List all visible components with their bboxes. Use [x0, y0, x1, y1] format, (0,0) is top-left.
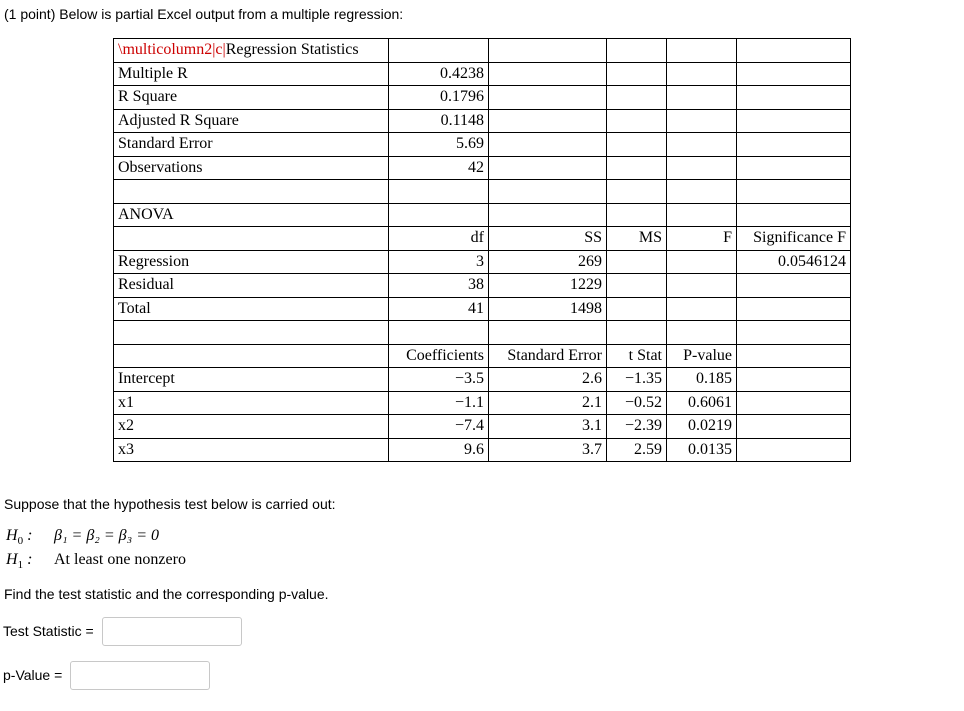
t-stat: 2.59: [607, 438, 667, 462]
table-row: [114, 86, 851, 110]
anova-df: 41: [389, 297, 489, 321]
stat-label: Adjusted R Square: [114, 109, 389, 133]
table-row: [114, 368, 851, 392]
coefficient: −1.1: [389, 391, 489, 415]
coef-row-label: x1: [114, 391, 389, 415]
regression-output-table: [113, 38, 851, 462]
stat-label: Standard Error: [114, 133, 389, 157]
anova-df: 38: [389, 274, 489, 298]
stat-label: Multiple R: [114, 62, 389, 86]
coefficients-header-row: [114, 344, 851, 368]
anova-significance-f: 0.0546124: [737, 250, 851, 274]
p-value-label: p-Value =: [3, 667, 63, 683]
stat-value: 0.1796: [389, 86, 489, 110]
column-header: P-value: [667, 344, 737, 368]
table-row: [114, 39, 851, 63]
coef-row-label: x3: [114, 438, 389, 462]
standard-error: 2.1: [489, 391, 607, 415]
alternative-hypothesis-label: $H_1$ :: [6, 551, 33, 572]
anova-f: [667, 250, 737, 274]
coef-row-label: x2: [114, 415, 389, 439]
table-row: [114, 133, 851, 157]
problem-intro: (1 point) Below is partial Excel output from a multiple regression:: [4, 6, 404, 22]
table-row: [114, 274, 851, 298]
anova-label: ANOVA: [114, 203, 389, 227]
column-header: Significance F: [737, 227, 851, 251]
coefficient: −3.5: [389, 368, 489, 392]
test-statistic-input[interactable]: [102, 617, 242, 646]
table-row: [114, 297, 851, 321]
regression-statistics-title: Regression Statistics: [225, 41, 359, 59]
anova-ms: [607, 274, 667, 298]
column-header: Coefficients: [389, 344, 489, 368]
column-header: df: [389, 227, 489, 251]
anova-row-label: Total: [114, 297, 389, 321]
table-row-empty: [114, 180, 851, 204]
stat-label: Observations: [114, 156, 389, 180]
p-value: 0.6061: [667, 391, 737, 415]
anova-f: [667, 274, 737, 298]
stat-value: 42: [389, 156, 489, 180]
table-row: [114, 62, 851, 86]
column-header: SS: [489, 227, 607, 251]
table-row: [114, 156, 851, 180]
p-value: 0.185: [667, 368, 737, 392]
null-hypothesis-expression: β₁ = β₂ = β₃ = 0: [54, 527, 159, 544]
p-value: 0.0219: [667, 415, 737, 439]
coefficient: 9.6: [389, 438, 489, 462]
table-row: [114, 438, 851, 462]
stat-value: 5.69: [389, 133, 489, 157]
anova-significance-f: [737, 274, 851, 298]
null-hypothesis: [6, 527, 159, 547]
hypothesis-intro: Suppose that the hypothesis test below is carried out:: [4, 496, 336, 512]
column-header: t Stat: [607, 344, 667, 368]
anova-ss: 1498: [489, 297, 607, 321]
null-hypothesis-label: $H_0$ :: [6, 527, 33, 548]
p-value-input[interactable]: [70, 661, 210, 690]
table-row: [114, 250, 851, 274]
test-statistic-label: Test Statistic =: [3, 623, 94, 639]
t-stat: −0.52: [607, 391, 667, 415]
standard-error: 3.1: [489, 415, 607, 439]
standard-error: 3.7: [489, 438, 607, 462]
t-stat: −2.39: [607, 415, 667, 439]
latex-macro-text: \multicolumn2|c|: [118, 41, 226, 59]
coefficient: −7.4: [389, 415, 489, 439]
stat-label: R Square: [114, 86, 389, 110]
column-header: Standard Error: [489, 344, 607, 368]
table-row: [114, 391, 851, 415]
table-row: [114, 109, 851, 133]
column-header: MS: [607, 227, 667, 251]
column-header: F: [667, 227, 737, 251]
regression-statistics-header: [114, 39, 389, 63]
anova-row-label: Residual: [114, 274, 389, 298]
standard-error: 2.6: [489, 368, 607, 392]
anova-ms: [607, 297, 667, 321]
instructions-text: Find the test statistic and the corresponding p-value.: [4, 586, 329, 602]
table-row: [114, 203, 851, 227]
alternative-hypothesis-text: At least one nonzero: [54, 551, 186, 568]
stat-value: 0.4238: [389, 62, 489, 86]
t-stat: −1.35: [607, 368, 667, 392]
anova-row-label: Regression: [114, 250, 389, 274]
table-row-empty: [114, 321, 851, 345]
coef-row-label: Intercept: [114, 368, 389, 392]
anova-ms: [607, 250, 667, 274]
stat-value: 0.1148: [389, 109, 489, 133]
table-row: [114, 415, 851, 439]
anova-ss: 1229: [489, 274, 607, 298]
anova-ss: 269: [489, 250, 607, 274]
p-value: 0.0135: [667, 438, 737, 462]
anova-significance-f: [737, 297, 851, 321]
alternative-hypothesis: [6, 551, 186, 571]
anova-df: 3: [389, 250, 489, 274]
anova-header-row: [114, 227, 851, 251]
anova-f: [667, 297, 737, 321]
